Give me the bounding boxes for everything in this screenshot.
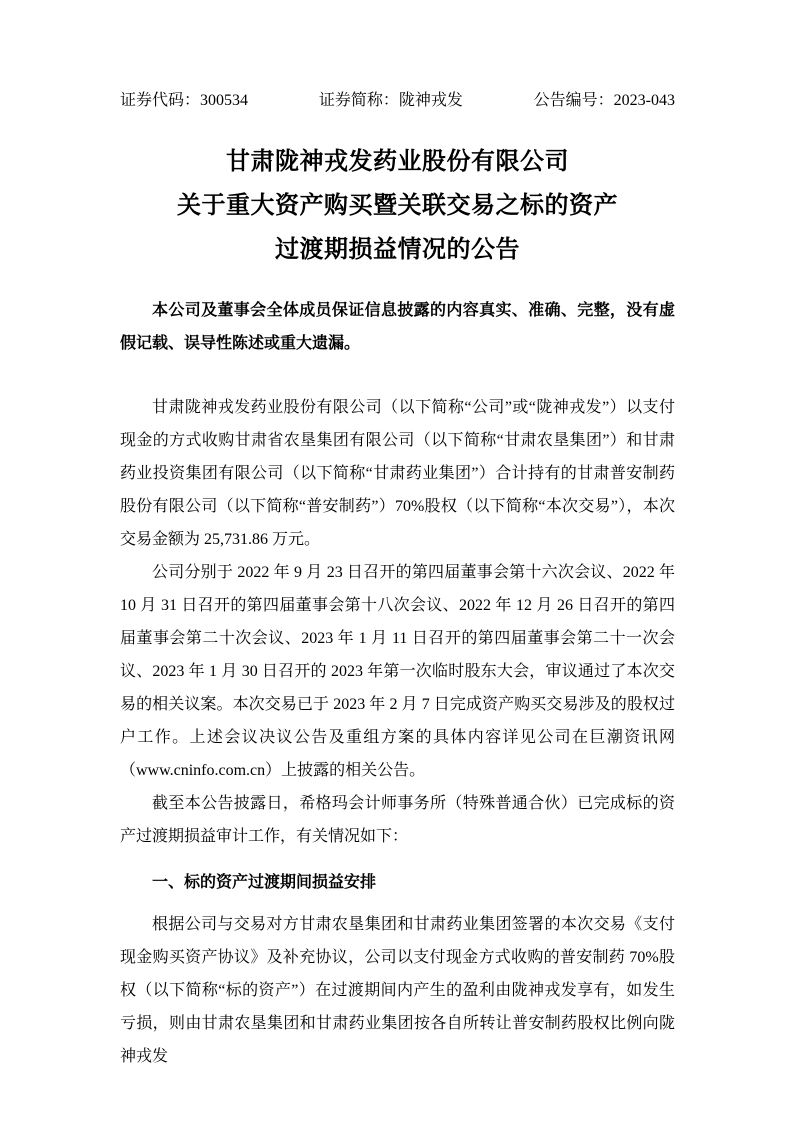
section-heading-1: 一、标的资产过渡期间损益安排	[152, 874, 377, 891]
title-line-1: 甘肃陇神戎发药业股份有限公司	[226, 149, 569, 175]
stock-code: 证券代码：300534	[120, 92, 249, 109]
document-title	[120, 140, 675, 272]
section-1-paragraph-1: 根据公司与交易对方甘肃农垦集团和甘肃药业集团签署的本次交易《支付现金购买资产协议》及补充协议，公司以支付现金方式收购的普安制药 70%股权（以下简称“标的资产”）在过渡期间内产生的盈利由陇神戎发享有，如发生亏损，则由甘肃农垦集团和甘肃药业集团按各自所转让普安制药股权比例向陇神戎发	[120, 916, 675, 1065]
body-paragraph-2: 公司分别于 2022 年 9 月 23 日召开的第四届董事会第十六次会议、2022 年 10 月 31 日召开的第四届董事会第十八次会议、2022 年 12 月 26 日召开的第四届董事会第二十次会议、2023 年 1 月 11 日召开的第四届董事会第二十一次会议、2023 年 1 月 30 日召开的 2023 年第一次临时股东大会，审议通过了本次交易的相关议案。本次交易已于 2023 年 2 月 7 日完成资产购买交易涉及的股权过户工作。上述会议决议公告及重组方案的具体内容详见公司在巨潮资讯网（www.cninfo.com.cn）上披露的相关公告。	[120, 564, 675, 779]
title-line-3: 过渡期损益情况的公告	[275, 237, 520, 263]
body-paragraph-3: 截至本公告披露日，希格玛会计师事务所（特殊普通合伙）已完成标的资产过渡期损益审计工作，有关情况如下：	[120, 795, 675, 845]
document-header	[120, 90, 675, 112]
stock-short-name: 证券简称：陇神戎发	[318, 92, 463, 109]
body-paragraph-1: 甘肃陇神戎发药业股份有限公司（以下简称“公司”或“陇神戎发”）以支付现金的方式收购甘肃省农垦集团有限公司（以下简称“甘肃农垦集团”）和甘肃药业投资集团有限公司（以下简称“甘肃药业集团”）合计持有的甘肃普安制药股份有限公司（以下简称“普安制药”）70%股权（以下简称“本次交易”），本次交易金额为 25,731.86 万元。	[120, 399, 675, 548]
title-line-2: 关于重大资产购买暨关联交易之标的资产	[177, 193, 618, 219]
disclaimer-statement: 本公司及董事会全体成员保证信息披露的内容真实、准确、完整，没有虚假记载、误导性陈述或重大遗漏。	[120, 302, 675, 352]
document-body	[120, 391, 675, 1073]
announcement-number: 公告编号：2023-043	[533, 92, 675, 109]
